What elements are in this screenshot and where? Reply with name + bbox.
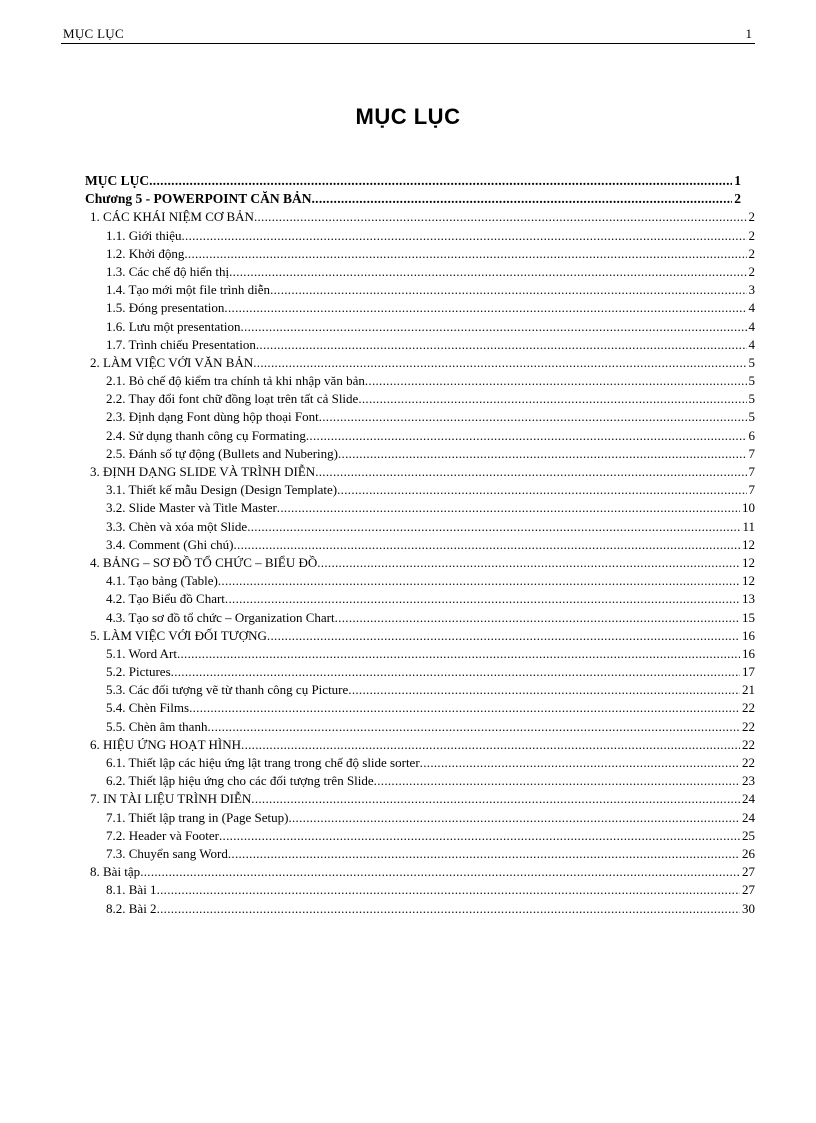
toc-entry[interactable]	[85, 900, 755, 918]
toc-entry[interactable]	[85, 554, 755, 572]
toc-entry-label: 3.1. Thiết kế mẫu Design (Design Template)	[106, 482, 338, 498]
toc-entry-page: 7	[748, 482, 755, 498]
toc-entry-page: 16	[742, 645, 755, 661]
toc-entry[interactable]	[85, 281, 755, 299]
toc-leader-dots	[177, 645, 740, 663]
page-header	[61, 24, 755, 44]
toc-entry-page: 1	[734, 173, 741, 188]
toc-leader-dots	[181, 227, 746, 245]
toc-entry[interactable]	[85, 754, 755, 772]
toc-entry-page: 22	[742, 755, 755, 770]
toc-entry[interactable]	[85, 208, 755, 226]
toc-entry-label: 4.3. Tạo sơ đồ tổ chức – Organization Chart	[106, 609, 335, 625]
toc-leader-dots	[358, 390, 746, 408]
toc-entry-label: 2. LÀM VIỆC VỚI VĂN BẢN	[90, 354, 254, 370]
toc-leader-dots	[319, 408, 747, 426]
toc-leader-dots	[218, 572, 740, 590]
toc-entry[interactable]	[85, 790, 755, 808]
toc-entry-page: 7	[748, 445, 755, 461]
toc-entry-page: 22	[742, 718, 755, 734]
toc-entry-page: 2	[748, 263, 755, 279]
toc-entry-page: 21	[742, 682, 755, 698]
toc-leader-dots	[374, 772, 740, 790]
toc-leader-dots	[189, 699, 740, 717]
toc-entry-page: 27	[742, 882, 755, 898]
toc-entry[interactable]	[85, 609, 755, 627]
toc-entry[interactable]	[85, 299, 755, 317]
toc-entry-label: 5. LÀM VIỆC VỚI ĐỐI TƯỢNG	[90, 627, 267, 643]
toc-entry[interactable]	[85, 408, 755, 426]
toc-entry[interactable]	[85, 227, 755, 245]
toc-entry-page: 16	[742, 627, 755, 643]
toc-entry[interactable]	[85, 499, 755, 517]
toc-entry-page: 27	[742, 864, 755, 880]
toc-entry[interactable]	[85, 863, 755, 881]
toc-entry-page: 2	[748, 245, 755, 261]
toc-entry-page: 2	[748, 227, 755, 243]
toc-entry-page: 10	[742, 500, 755, 516]
toc-entry[interactable]	[85, 809, 755, 827]
toc-entry-label: 5.3. Các đối tượng vẽ từ thanh công cụ Picture	[106, 682, 349, 698]
toc-leader-dots	[317, 554, 740, 572]
toc-leader-dots	[184, 245, 746, 263]
toc-entry-page: 4	[748, 300, 755, 316]
toc-leader-dots	[157, 900, 740, 918]
toc-entry-label: 5.5. Chèn âm thanh	[106, 718, 208, 734]
toc-entry[interactable]	[85, 718, 755, 736]
toc-entry-page: 4	[748, 336, 755, 352]
toc-entry-page: 22	[742, 700, 755, 716]
toc-leader-dots	[253, 354, 746, 372]
toc-entry-label: 5.2. Pictures	[106, 664, 171, 680]
toc-entry-label: 1.6. Lưu một presentation	[106, 318, 241, 334]
toc-leader-dots	[219, 827, 740, 845]
toc-entry-label: 4. BẢNG – SƠ ĐỒ TỔ CHỨC – BIỂU ĐỒ	[90, 554, 318, 570]
toc-entry-label: 1.3. Các chế độ hiển thị	[106, 263, 230, 279]
toc-leader-dots	[315, 463, 746, 481]
toc-entry[interactable]	[85, 827, 755, 845]
toc-entry-page: 2	[748, 209, 755, 225]
toc-entry-label: 3.3. Chèn và xóa một Slide	[106, 518, 248, 534]
toc-entry[interactable]	[85, 536, 755, 554]
toc-entry[interactable]	[85, 172, 741, 190]
toc-entry-page: 26	[742, 845, 755, 861]
toc-entry[interactable]	[85, 390, 755, 408]
toc-entry-label: 6. HIỆU ỨNG HOẠT HÌNH	[90, 736, 242, 752]
toc-entry-label: 8. Bài tập	[90, 864, 141, 880]
toc-leader-dots	[207, 718, 740, 736]
toc-entry[interactable]	[85, 845, 755, 863]
toc-entry-page: 12	[742, 536, 755, 552]
toc-leader-dots	[267, 627, 740, 645]
toc-leader-dots	[157, 881, 740, 899]
toc-entry-label: 2.1. Bỏ chế độ kiểm tra chính tả khi nhập văn bản	[106, 373, 365, 389]
toc-entry[interactable]	[85, 318, 755, 336]
toc-entry-page: 3	[748, 282, 755, 298]
toc-entry-page: 12	[742, 554, 755, 570]
toc-entry-page: 7	[748, 464, 755, 479]
toc-entry-label: 7.3. Chuyển sang Word	[106, 845, 228, 861]
toc-entry[interactable]	[85, 772, 755, 790]
toc-leader-dots	[140, 863, 740, 881]
toc-leader-dots	[229, 263, 746, 281]
toc-entry-page: 30	[742, 900, 755, 916]
toc-entry[interactable]	[85, 427, 755, 445]
toc-leader-dots	[306, 427, 747, 445]
toc-entry[interactable]	[85, 699, 755, 717]
toc-entry-label: 1.5. Đóng presentation	[106, 300, 225, 316]
toc-leader-dots	[270, 281, 746, 299]
toc-leader-dots	[335, 609, 740, 627]
toc-entry-label: Chương 5 - POWERPOINT CĂN BẢN	[85, 191, 312, 207]
toc-leader-dots	[348, 681, 740, 699]
toc-entry-label: 5.1. Word Art	[106, 645, 177, 661]
toc-entry[interactable]	[85, 627, 755, 645]
toc-entry-label: 1.2. Khởi động	[106, 245, 185, 261]
toc-entry-label: 2.3. Định dạng Font dùng hộp thoại Font	[106, 409, 319, 425]
toc-entry[interactable]	[85, 590, 755, 608]
toc-leader-dots	[225, 590, 740, 608]
toc-leader-dots	[233, 536, 740, 554]
toc-entry-label: 1. CÁC KHÁI NIỆM CƠ BẢN	[90, 209, 254, 225]
toc-entry-label: 8.2. Bài 2	[106, 900, 157, 916]
table-of-contents	[85, 172, 755, 918]
toc-entry[interactable]	[85, 336, 755, 354]
toc-entry-label: 4.2. Tạo Biểu đồ Chart	[106, 591, 225, 607]
toc-entry-label: 3.2. Slide Master và Title Master	[106, 500, 277, 516]
page-number: 1	[745, 26, 752, 41]
toc-leader-dots	[337, 481, 746, 499]
toc-entry-label: 1.4. Tạo mới một file trình diễn	[106, 282, 271, 298]
toc-entry-label: 4.1. Tạo bảng (Table)	[106, 573, 218, 589]
toc-leader-dots	[228, 845, 740, 863]
toc-entry[interactable]	[85, 263, 755, 281]
toc-entry-label: 5.4. Chèn Films	[106, 700, 190, 716]
toc-entry-page: 13	[742, 591, 755, 607]
toc-leader-dots	[311, 190, 732, 208]
toc-leader-dots	[251, 790, 740, 808]
page-title: MỤC LỤC	[355, 104, 461, 129]
toc-leader-dots	[224, 299, 746, 317]
toc-entry[interactable]	[85, 481, 755, 499]
toc-entry-label: 6.2. Thiết lập hiệu ứng cho các đối tượng trên Slide	[106, 773, 374, 789]
toc-entry-page: 24	[742, 791, 755, 807]
toc-entry-label: 7.1. Thiết lập trang in (Page Setup)	[106, 809, 289, 825]
toc-entry[interactable]	[85, 463, 755, 481]
toc-entry[interactable]	[85, 572, 755, 590]
toc-leader-dots	[247, 518, 740, 536]
toc-entry[interactable]	[85, 681, 755, 699]
toc-entry-page: 25	[742, 827, 755, 843]
toc-leader-dots	[171, 663, 740, 681]
toc-entry-label: 8.1. Bài 1	[106, 882, 157, 898]
toc-entry-page: 12	[742, 573, 755, 589]
toc-leader-dots	[338, 445, 747, 463]
header-title: MỤC LỤC	[63, 26, 124, 41]
toc-entry-label: 2.4. Sử dụng thanh công cụ Formating	[106, 427, 306, 443]
toc-entry-label: 3. ĐỊNH DẠNG SLIDE VÀ TRÌNH DIỄN	[90, 464, 316, 479]
toc-entry[interactable]	[85, 663, 755, 681]
toc-entry-page: 24	[742, 809, 755, 825]
toc-leader-dots	[149, 172, 732, 190]
toc-entry[interactable]	[85, 881, 755, 899]
toc-entry-page: 11	[742, 518, 755, 534]
toc-entry-page: 5	[748, 354, 755, 370]
toc-entry[interactable]	[85, 736, 755, 754]
toc-entry-label: 1.7. Trình chiếu Presentation	[106, 336, 256, 352]
toc-entry[interactable]	[85, 445, 755, 463]
toc-entry-label: 3.4. Comment (Ghi chú)	[106, 536, 234, 552]
toc-leader-dots	[288, 809, 740, 827]
toc-entry-page: 5	[748, 391, 755, 407]
toc-entry[interactable]	[85, 245, 755, 263]
toc-entry-label: 7.2. Header và Footer	[106, 827, 219, 843]
toc-entry-label: MỤC LỤC	[85, 173, 150, 188]
toc-leader-dots	[365, 372, 747, 390]
toc-leader-dots	[277, 499, 740, 517]
toc-entry[interactable]	[85, 645, 755, 663]
toc-entry-label: 1.1. Giới thiệu	[106, 227, 182, 243]
toc-leader-dots	[241, 318, 747, 336]
toc-entry[interactable]	[85, 372, 755, 390]
toc-entry-label: 2.2. Thay đổi font chữ đồng loạt trên tất cả Slide	[106, 391, 359, 407]
toc-leader-dots	[254, 208, 747, 226]
toc-entry-label: 6.1. Thiết lập các hiệu ứng lật trang trong chế độ slide sorter	[106, 755, 420, 770]
toc-leader-dots	[241, 736, 740, 754]
toc-entry-page: 2	[734, 191, 741, 207]
toc-entry-page: 23	[742, 773, 755, 789]
toc-entry-label: 7. IN TÀI LIỆU TRÌNH DIỄN	[90, 791, 252, 807]
toc-entry-page: 6	[748, 427, 755, 443]
toc-entry-page: 4	[748, 318, 755, 334]
toc-entry[interactable]	[85, 190, 741, 208]
toc-leader-dots	[256, 336, 747, 354]
toc-entry-page: 15	[742, 609, 755, 625]
toc-entry[interactable]	[85, 518, 755, 536]
toc-entry-page: 5	[748, 373, 755, 389]
toc-entry[interactable]	[85, 354, 755, 372]
toc-entry-page: 17	[742, 664, 755, 680]
toc-entry-label: 2.5. Đánh số tự động (Bullets and Nubering)	[106, 445, 338, 461]
toc-leader-dots	[420, 754, 740, 772]
toc-entry-page: 5	[748, 409, 755, 425]
toc-entry-page: 22	[742, 736, 755, 752]
